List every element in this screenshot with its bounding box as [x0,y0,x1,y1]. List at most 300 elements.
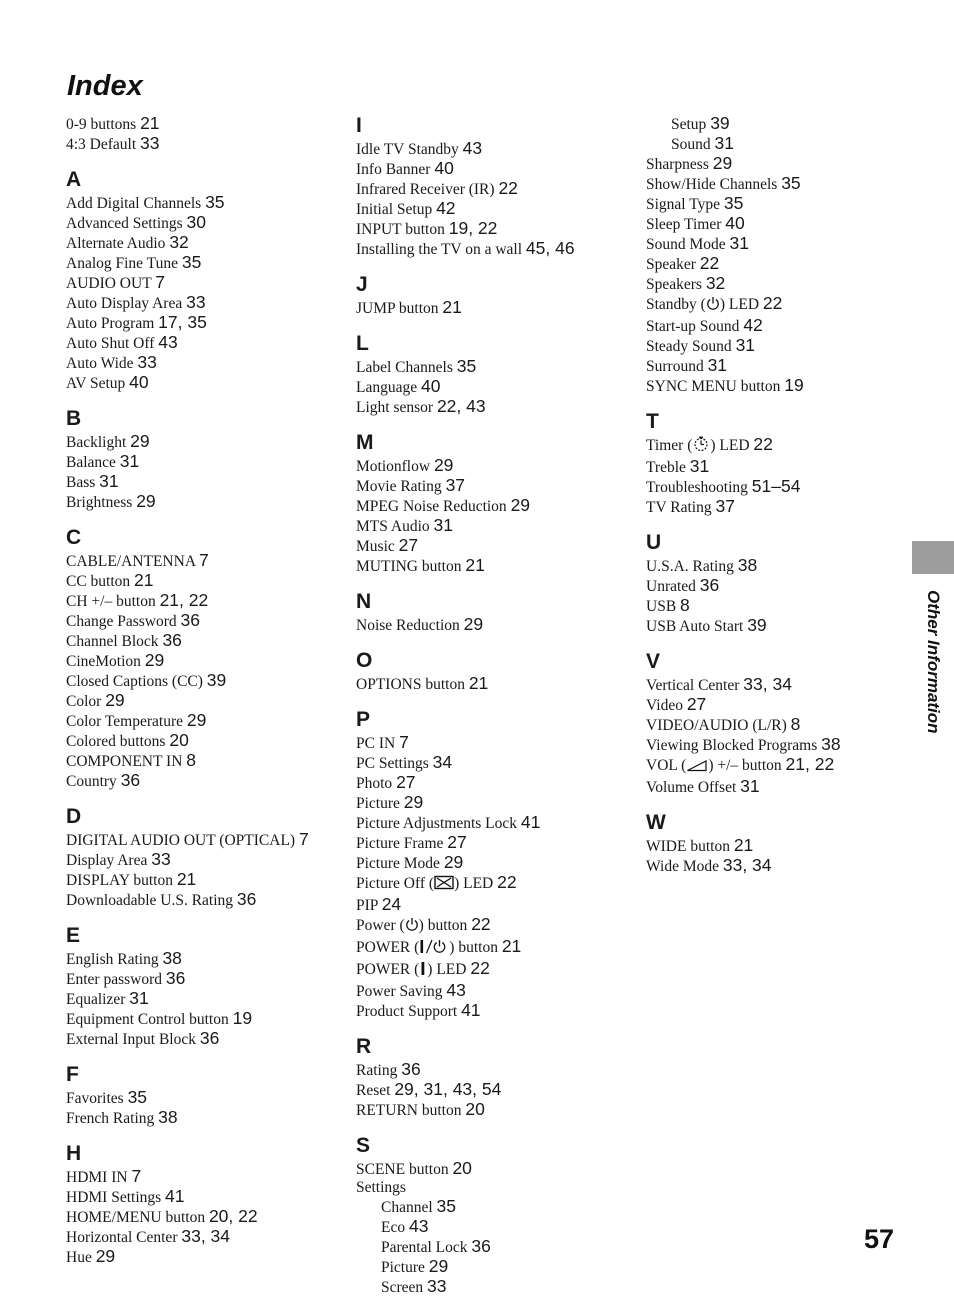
page-reference: 31 [740,776,760,796]
index-entry [356,199,636,219]
page-reference: 36 [120,770,141,790]
index-entry [66,472,346,492]
index-term: Auto Shut Off [66,335,155,352]
index-term: Picture Mode [356,855,440,872]
index-entry [356,959,636,981]
index-entry [646,457,926,477]
index-entry [66,452,346,472]
page-reference: 42 [436,198,456,218]
page-reference: 29 [95,1246,116,1266]
page-reference: 35 [181,252,202,272]
index-term: Standby ( [646,296,706,313]
index-entry [66,989,346,1009]
page-reference: 43 [158,332,178,352]
page-reference: 21 [134,570,154,590]
index-entry [646,576,926,596]
index-letter-heading: D [66,805,82,828]
page-reference: 40 [434,158,454,178]
page-reference: 29 [186,710,207,730]
index-letter-heading: W [646,811,666,834]
timer-icon [692,436,710,457]
index-letter-heading: B [66,407,82,430]
page-reference: 33, 34 [743,674,792,694]
page-reference: 8 [790,714,801,734]
index-entry [356,733,636,753]
index-entry [66,492,346,512]
index-term: AV Setup [66,375,126,392]
index-term: Timer ( [646,437,693,454]
index-term: SYNC MENU button [646,378,781,395]
index-entry [646,154,926,174]
page-reference: 22 [470,958,490,978]
index-entry [646,274,926,294]
page-reference: 31 [714,133,734,153]
index-entry [356,1001,636,1021]
index-term: PC IN [356,735,396,752]
index-entry [66,333,346,353]
index-term: Rating [356,1062,398,1079]
page-reference: 29 [130,431,150,451]
index-entry [356,456,636,476]
index-term: Viewing Blocked Programs [646,737,818,754]
index-term: Power ( [356,917,405,934]
index-entry [66,293,346,313]
page-reference: 43 [446,980,466,1000]
index-term: Steady Sound [646,338,732,355]
index-entry [646,376,926,396]
page-reference: 35 [127,1087,148,1107]
index-letter-heading: C [66,526,82,549]
index-letter-heading: P [356,708,371,731]
index-entry [356,1100,636,1120]
page-reference: 21 [501,936,522,956]
index-entry [356,937,636,959]
page-reference: 36 [471,1236,491,1256]
index-term: 4:3 Default [66,136,137,153]
index-entry [356,476,636,496]
index-entry [356,753,636,773]
page-reference: 21 [465,555,485,575]
index-term: CineMotion [66,653,141,670]
page-reference: 33 [427,1276,447,1296]
index-term: MTS Audio [356,518,430,535]
page-reference: 27 [398,535,419,555]
index-entry [646,675,926,695]
index-entry [646,695,926,715]
index-entry [356,496,636,516]
index-entry [66,890,346,910]
index-term: MUTING button [356,558,462,575]
page-reference: 19, 22 [448,218,498,238]
page-reference: 8 [186,750,197,770]
index-entry [66,313,346,333]
index-term: Speaker [646,256,696,273]
index-term: TV Rating [646,499,712,516]
page-reference: 22 [471,914,491,934]
index-term: Picture Off ( [356,875,435,892]
page-reference: 30 [186,212,207,232]
index-entry [356,298,636,318]
index-term: Horizontal Center [66,1229,178,1246]
index-letter-heading: J [356,273,368,296]
index-subentry [646,114,926,134]
index-term: Noise Reduction [356,617,460,634]
index-entry [356,139,636,159]
index-entry [66,731,346,751]
index-term: CABLE/ANTENNA [66,553,196,570]
page-reference: 37 [715,496,735,516]
index-term: Sleep Timer [646,216,722,233]
index-term: Enter password [66,971,162,988]
index-entry [646,497,926,517]
page-reference: 51–54 [751,476,801,496]
index-term: Initial Setup [356,201,433,218]
index-term: PIP [356,897,378,914]
page-reference: 20 [452,1158,472,1178]
page-reference: 27 [396,772,416,792]
index-entry [646,194,926,214]
index-term: Signal Type [646,196,720,213]
index-term: Auto Display Area [66,295,183,312]
picture-off-icon [434,875,454,895]
index-term: VIDEO/AUDIO (L/R) [646,717,787,734]
index-entry [66,1009,346,1029]
index-term: OPTIONS button [356,676,465,693]
page-reference: 29, 31, 43, 54 [394,1079,502,1099]
index-letter-heading: A [66,168,82,191]
page-reference: 32 [705,273,726,293]
index-letter-heading: I [356,114,362,137]
page-reference: 36 [401,1059,421,1079]
index-term: Backlight [66,434,127,451]
index-entry [356,536,636,556]
index-term: U.S.A. Rating [646,558,734,575]
page-reference: 42 [743,315,763,335]
page-reference: 31 [119,451,140,471]
page-reference: 36 [199,1028,220,1048]
index-entry [356,556,636,576]
index-entry [356,674,636,694]
index-entry [66,1187,346,1207]
index-entry [356,773,636,793]
page-reference: 20, 22 [208,1206,258,1226]
index-entry [66,571,346,591]
index-subentry [356,1257,636,1277]
index-entry [66,193,346,213]
index-term: Troubleshooting [646,479,748,496]
index-term: Channel [381,1199,433,1216]
page-reference: 19 [784,375,804,395]
index-entry [646,316,926,336]
page-reference: 29 [403,792,424,812]
index-subentry [356,1197,636,1217]
index-term: PC Settings [356,755,429,772]
page-reference: 29 [105,690,125,710]
power-icon [405,917,419,937]
index-term: Hue [66,1249,92,1266]
page-reference: 21 [733,835,754,855]
index-term: USB [646,598,677,615]
index-entry [646,755,926,777]
index-entry [66,1247,346,1267]
index-term: HDMI IN [66,1169,128,1186]
index-term: Screen [381,1279,424,1296]
index-term-suffix: ) button [449,939,498,956]
index-term: Power Saving [356,983,443,1000]
index-entry [646,294,926,316]
page-reference: 8 [680,595,690,615]
page-reference: 36 [180,610,200,630]
index-column-2 [356,114,636,1297]
index-entry [66,1108,346,1128]
index-entry [66,1207,346,1227]
index-entry [646,856,926,876]
index-entry [66,830,328,850]
page-reference: 29 [712,153,733,173]
page-reference: 21 [442,297,462,317]
index-entry [646,556,926,576]
index-subentry [356,1237,636,1257]
index-entry [646,777,926,797]
index-letter-heading: O [356,649,373,672]
page-reference: 7 [399,732,409,752]
index-term: Product Support [356,1003,458,1020]
index-letter-heading: R [356,1035,372,1058]
page-reference: 41 [461,1000,481,1020]
page-reference: 31 [433,515,453,535]
index-term: INPUT button [356,221,445,238]
index-term: Parental Lock [381,1239,468,1256]
index-term: DIGITAL AUDIO OUT (OPTICAL) [66,832,296,849]
index-entry [356,159,636,179]
page-reference: 7 [298,829,309,849]
index-entry [66,870,346,890]
page-reference: 27 [686,694,707,714]
index-term-suffix: ) LED [710,437,750,454]
index-term: Speakers [646,276,702,293]
index-term: Country [66,773,117,790]
page-reference: 7 [199,550,209,570]
index-entry [356,1179,636,1197]
index-entry [66,273,346,293]
page-reference: 43 [462,138,483,158]
page-reference: 40 [420,376,441,396]
index-letter-heading: N [356,590,372,613]
index-entry [356,1080,636,1100]
page-reference: 31 [729,233,750,253]
page-reference: 34 [432,752,453,772]
index-entry [646,234,926,254]
page-reference: 36 [162,630,182,650]
index-term: Colored buttons [66,733,166,750]
page-reference: 22 [497,872,517,892]
page-reference: 21, 22 [159,590,209,610]
index-entry [66,432,346,452]
index-subentry [356,1217,636,1237]
page-reference: 33, 34 [181,1226,231,1246]
page-reference: 32 [169,232,189,252]
page-reference: 29 [136,491,156,511]
index-term: MPEG Noise Reduction [356,498,507,515]
index-entry [66,651,346,671]
page-reference: 22 [498,178,518,198]
page-reference: 33 [137,352,157,372]
index-entry [646,435,926,457]
index-entry [66,611,346,631]
page-reference: 19 [232,1008,253,1028]
index-entry [356,357,636,377]
page-reference: 31 [129,988,149,1008]
index-entry [66,233,346,253]
page-reference: 33 [140,133,160,153]
index-letter-heading: H [66,1142,82,1165]
power-toggle-icon [419,939,449,959]
page-reference: 35 [205,192,225,212]
index-column-3 [646,114,926,876]
index-term: Video [646,697,683,714]
index-term: Auto Wide [66,355,134,372]
section-side-label: Other Information [924,590,943,734]
index-letter-heading: U [646,531,662,554]
index-entry [356,377,636,397]
index-term: HOME/MENU button [66,1209,206,1226]
index-term-suffix: ) +/– button [708,757,782,774]
index-term: WIDE button [646,838,730,855]
index-term: Installing the TV on a wall [356,241,523,258]
index-term: Add Digital Channels [66,195,202,212]
index-entry [66,771,346,791]
index-letter-heading: V [646,650,661,673]
page-reference: 35 [781,173,801,193]
index-term: Surround [646,358,704,375]
index-term: Picture [356,795,400,812]
index-term: Sound [671,136,711,153]
index-term: Settings [356,1179,406,1196]
index-term: Treble [646,459,686,476]
index-term: Picture [381,1259,425,1276]
index-entry [646,596,926,616]
page-reference: 22 [762,293,783,313]
index-term: SCENE button [356,1161,449,1178]
page-reference: 20 [169,730,189,750]
index-entry [646,477,926,497]
page-reference: 7 [131,1166,142,1186]
page-title: Index [67,70,143,102]
index-subentry [646,134,926,154]
index-letter-heading: T [646,410,659,433]
page-reference: 21 [140,113,160,133]
page-reference: 36 [699,575,720,595]
page-reference: 7 [155,272,165,292]
page-reference: 40 [725,213,745,233]
index-entry [66,1088,346,1108]
index-entry [356,516,636,536]
page-reference: 38 [821,734,841,754]
page-reference: 31 [707,355,728,375]
index-term: Color Temperature [66,713,183,730]
index-entry [66,969,346,989]
index-entry [66,353,346,373]
index-entry [66,1167,346,1187]
index-entry [66,134,346,154]
page-reference: 39 [747,615,767,635]
page-reference: 31 [689,456,710,476]
index-term: Motionflow [356,458,431,475]
index-entry [646,254,926,274]
index-entry [356,853,636,873]
volume-icon [686,759,708,777]
index-term: POWER ( [356,939,420,956]
index-entry [356,239,636,259]
page-reference: 29 [443,852,464,872]
index-term: Start-up Sound [646,318,740,335]
page-reference: 41 [165,1186,185,1206]
index-entry [646,616,926,636]
index-entry [646,356,926,376]
index-term: 0-9 buttons [66,116,137,133]
index-term-suffix: ) LED [719,296,760,313]
index-term: Picture Frame [356,835,444,852]
page-reference: 38 [158,1107,178,1127]
index-letter-heading: L [356,332,369,355]
index-term: CH +/– button [66,593,156,610]
index-entry [66,1029,346,1049]
index-entry [646,715,926,735]
index-term: Advanced Settings [66,215,183,232]
index-term: French Rating [66,1110,155,1127]
index-entry [356,615,636,635]
page-reference: 35 [723,193,744,213]
page-reference: 43 [408,1216,429,1236]
index-term: HDMI Settings [66,1189,162,1206]
index-entry [66,114,346,134]
index-term: Display Area [66,852,148,869]
index-entry [66,711,346,731]
index-term: Favorites [66,1090,124,1107]
index-term: Change Password [66,613,177,630]
index-entry [356,915,636,937]
page-reference: 22, 43 [436,396,486,416]
index-term: Light sensor [356,399,434,416]
index-term: Idle TV Standby [356,141,459,158]
index-entry [66,949,346,969]
index-entry [356,813,636,833]
page-reference: 38 [162,948,182,968]
index-term: Brightness [66,494,133,511]
index-term: VOL ( [646,757,687,774]
index-term: Bass [66,474,96,491]
page-reference: 29 [144,650,165,670]
index-term: Unrated [646,578,696,595]
page-reference: 29 [463,614,484,634]
index-entry [646,735,926,755]
power-icon [706,296,720,316]
page-reference: 22 [753,434,773,454]
page-reference: 35 [436,1196,456,1216]
page-reference: 29 [428,1256,449,1276]
index-subentry [356,1277,636,1297]
index-term: Infrared Receiver (IR) [356,181,495,198]
index-entry [66,631,346,651]
index-term: Show/Hide Channels [646,176,778,193]
index-term: Equalizer [66,991,126,1008]
index-entry [356,1060,636,1080]
index-term: Analog Fine Tune [66,255,178,272]
page-reference: 27 [447,832,467,852]
index-term: Sharpness [646,156,709,173]
page-reference: 45, 46 [525,238,575,258]
index-term: COMPONENT IN [66,753,183,770]
